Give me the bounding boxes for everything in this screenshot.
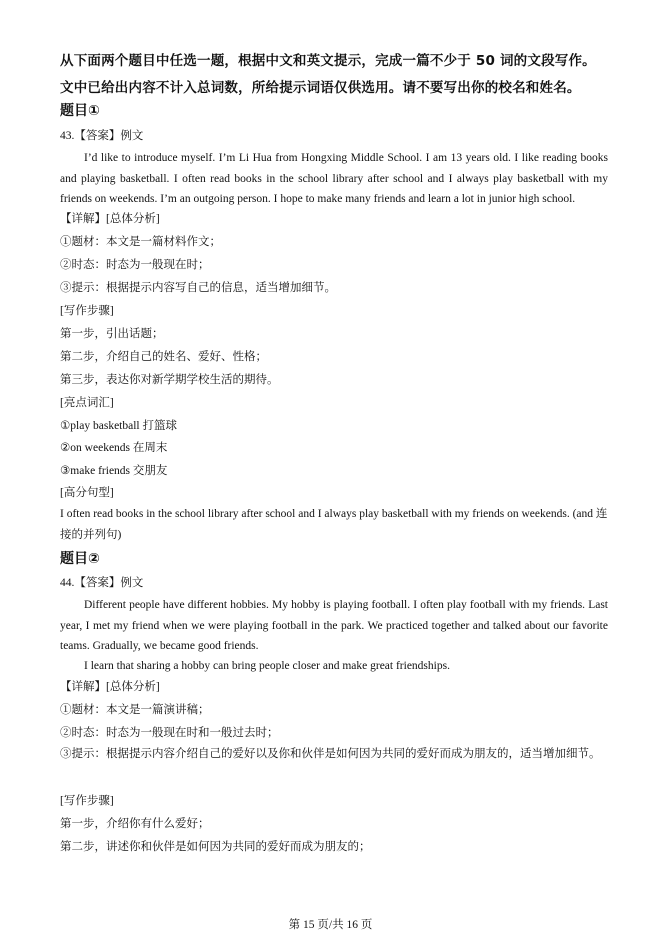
- topic1-vocab-item: ①play basketball 打篮球: [60, 420, 177, 432]
- topic2-analysis-item: ③提示：根据提示内容介绍自己的爱好以及你和伙伴是如何因为共同的爱好而成为朋友的，适当增加细节。: [60, 748, 601, 760]
- topic1-sentence: I often read books in the school library after school and I always play basketball with my friends on weekends. (and 连接的并列句): [60, 508, 608, 541]
- topic2-step-item: 第一步，介绍你有什么爱好；: [60, 818, 210, 830]
- topic1-analysis-item: ②时态：时态为一般现在时；: [60, 259, 210, 271]
- topic2-steps-label: [写作步骤]: [60, 795, 114, 807]
- topic1-step-item: 第三步，表达你对新学期学校生活的期待。: [60, 374, 279, 386]
- topic1-essay: I’d like to introduce myself. I’m Li Hua from Hongxing Middle School. I am 13 years old. I like reading books and playing basketball. I often read books in the school library after school and I always play basketball with my friends on weekends. I’m an outgoing person. I hope to make many friends and learn a lot in junior high school.: [60, 152, 608, 205]
- topic2-heading: 题目②: [60, 551, 100, 567]
- topic2-analysis-item: ①题材：本文是一篇演讲稿；: [60, 704, 210, 716]
- topic2-analysis-label: 【详解】[总体分析]: [60, 681, 160, 693]
- page-number-footer: 第 15 页/共 16 页: [288, 919, 373, 931]
- topic1-vocab-item: ③make friends 交朋友: [60, 465, 168, 477]
- topic2-answer-label: 44.【答案】例文: [60, 577, 144, 589]
- topic2-essay-paragraph-2: I learn that sharing a hobby can bring people closer and make great friendships.: [84, 660, 450, 672]
- topic2-analysis-item: ②时态：时态为一般现在时和一般过去时；: [60, 727, 279, 739]
- topic1-vocab-label: [亮点词汇]: [60, 397, 114, 409]
- topic1-sentence-label: [高分句型]: [60, 487, 114, 499]
- topic1-analysis-label: 【详解】[总体分析]: [60, 213, 160, 225]
- topic1-answer-label: 43.【答案】例文: [60, 130, 144, 142]
- topic1-step-item: 第一步，引出话题；: [60, 328, 164, 340]
- topic1-analysis-item: ①题材：本文是一篇材料作文；: [60, 236, 221, 248]
- topic1-steps-label: [写作步骤]: [60, 305, 114, 317]
- topic1-vocab-item: ②on weekends 在周末: [60, 442, 168, 454]
- topic2-step-item: 第二步，讲述你和伙伴是如何因为共同的爱好而成为朋友的；: [60, 841, 371, 853]
- topic2-essay-paragraph-1: Different people have different hobbies. My hobby is playing football. I often play football with my friends. Last year, I met my friend when we were playing football in the park. We practiced together and talked about our favorite teams. Gradually, we became good friends.: [60, 599, 608, 652]
- topic1-analysis-item: ③提示：根据提示内容写自己的信息，适当增加细节。: [60, 282, 336, 294]
- instructions-text: 从下面两个题目中任选一题，根据中文和英文提示，完成一篇不少于 50 词的文段写作。文中已给出内容不计入总词数，所给提示词语仅供选用。请不要写出你的校名和姓名。: [60, 53, 596, 96]
- topic1-step-item: 第二步，介绍自己的姓名、爱好、性格；: [60, 351, 267, 363]
- topic1-heading: 题目①: [60, 103, 100, 119]
